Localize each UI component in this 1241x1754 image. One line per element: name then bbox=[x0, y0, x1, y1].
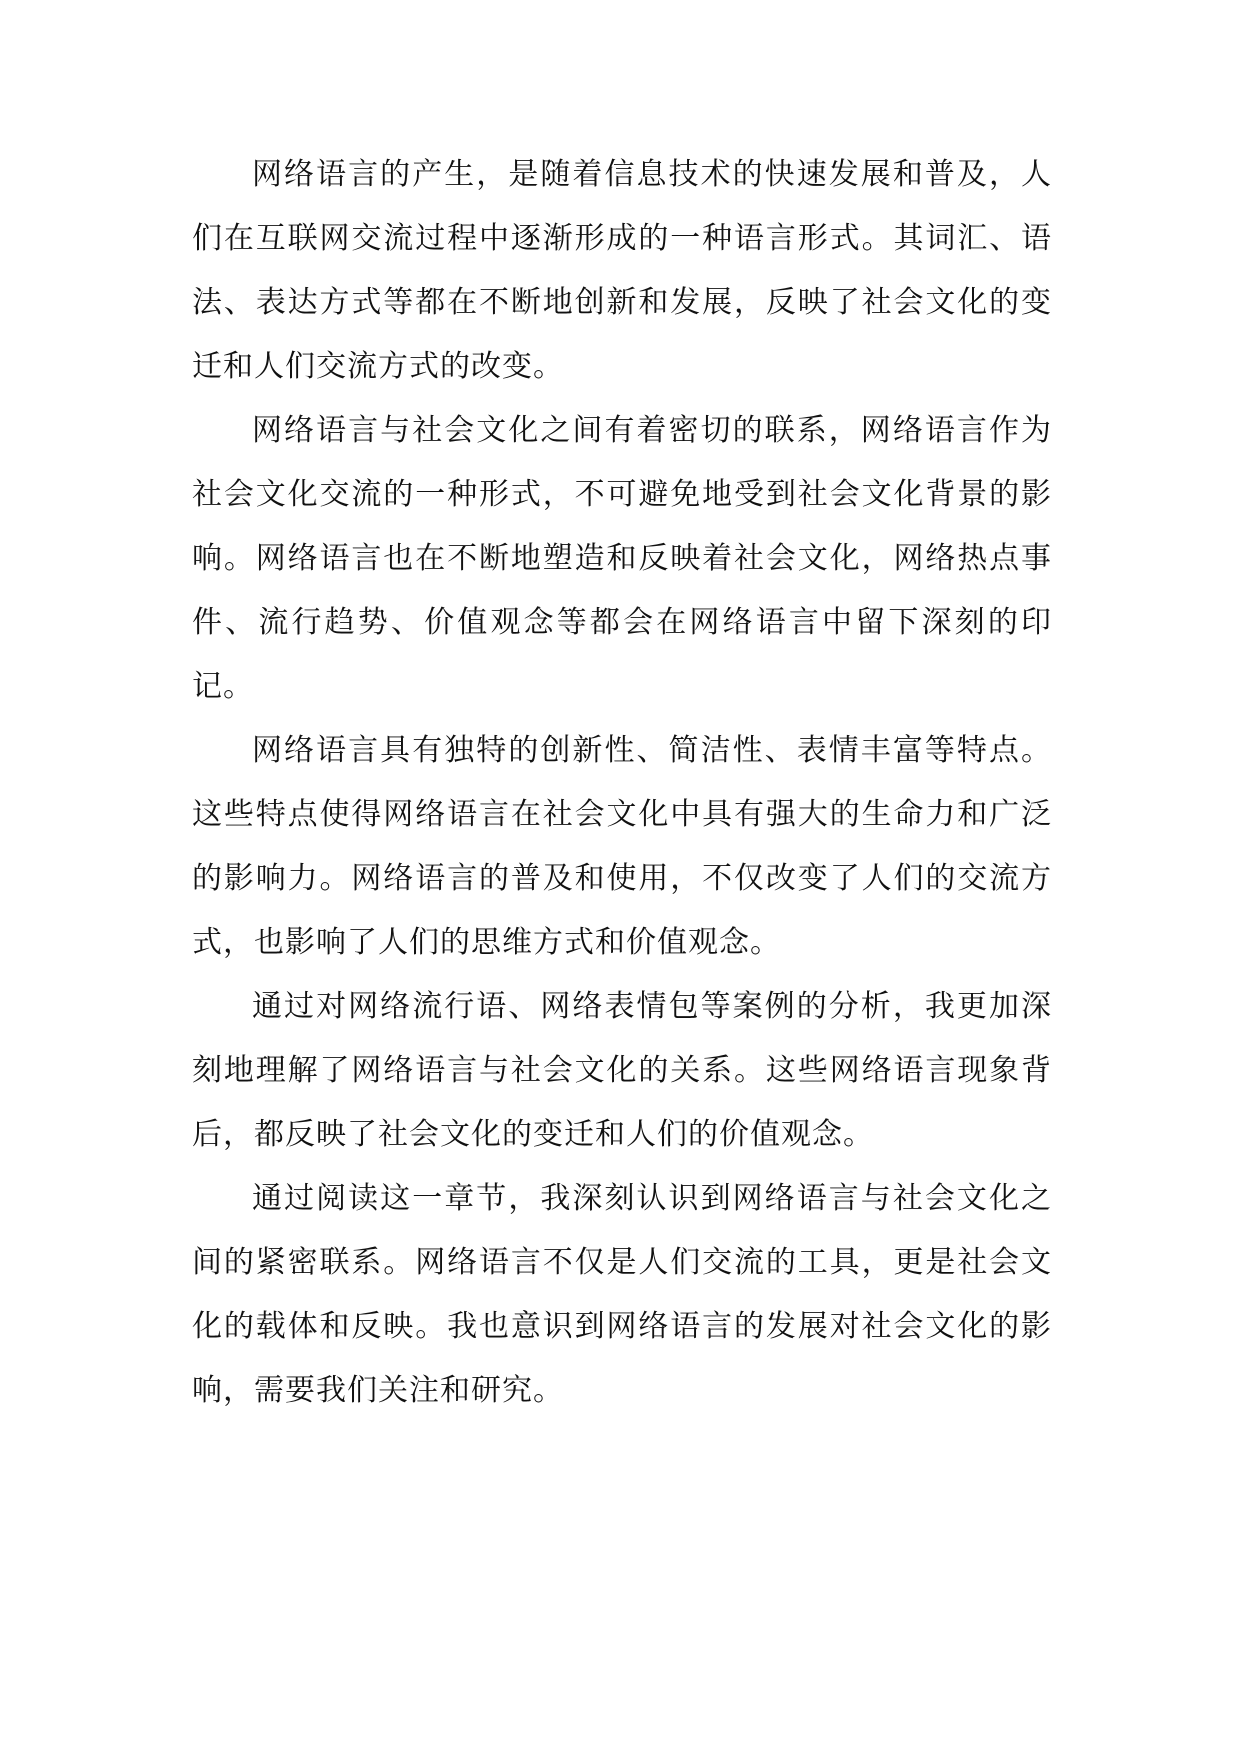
paragraph-4: 通过对网络流行语、网络表情包等案例的分析，我更加深刻地理解了网络语言与社会文化的关系。这些网络语言现象背后，都反映了社会文化的变迁和人们的价值观念。 bbox=[192, 989, 1052, 1152]
paragraph-3: 网络语言具有独特的创新性、简洁性、表情丰富等特点。这些特点使得网络语言在社会文化中具有强大的生命力和广泛的影响力。网络语言的普及和使用，不仅改变了人们的交流方式，也影响了人们的思维方式和价值观念。 bbox=[192, 733, 1052, 960]
document-body bbox=[192, 143, 1052, 1423]
paragraph-5: 通过阅读这一章节，我深刻认识到网络语言与社会文化之间的紧密联系。网络语言不仅是人们交流的工具，更是社会文化的载体和反映。我也意识到网络语言的发展对社会文化的影响，需要我们关注和研究。 bbox=[192, 1181, 1052, 1408]
paragraph-1: 网络语言的产生，是随着信息技术的快速发展和普及，人们在互联网交流过程中逐渐形成的一种语言形式。其词汇、语法、表达方式等都在不断地创新和发展，反映了社会文化的变迁和人们交流方式的改变。 bbox=[192, 157, 1052, 384]
paragraph-2: 网络语言与社会文化之间有着密切的联系，网络语言作为社会文化交流的一种形式，不可避免地受到社会文化背景的影响。网络语言也在不断地塑造和反映着社会文化，网络热点事件、流行趋势、价值观念等都会在网络语言中留下深刻的印记。 bbox=[192, 413, 1052, 704]
